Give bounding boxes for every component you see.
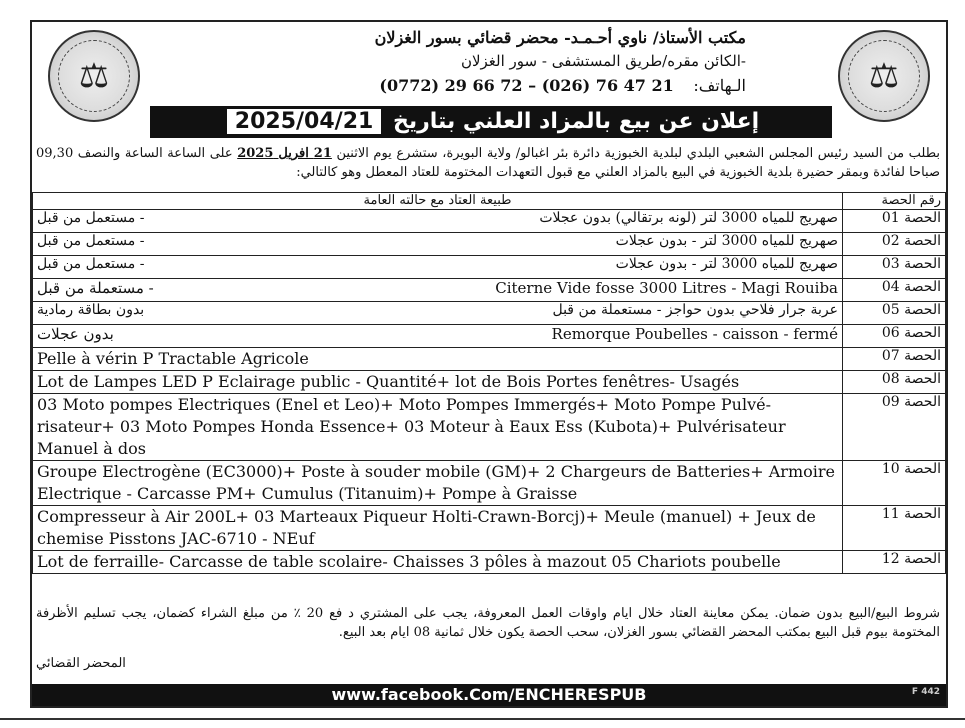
banner-title: إعلان عن بيع بالمزاد العلني بتاريخ bbox=[392, 109, 760, 134]
lot-desc: صهريج للمياه 3000 لتر (لونه برتقالي) بدون عجلات bbox=[539, 210, 838, 226]
lot-desc: Remorque Poubelles - caisson - fermé bbox=[551, 325, 838, 343]
lots-table bbox=[32, 192, 946, 574]
lot-desc: Compresseur à Air 200L+ 03 Marteaux Piqueur Holti-Crawn-Borcj)+ Meule (manuel) + Jeux de chemise Pisstons JAC-6710 - NEuf bbox=[33, 506, 843, 551]
page-bottom-rule bbox=[0, 718, 965, 728]
lot-number: الحصة 09 bbox=[843, 394, 946, 461]
lot-number: الحصة 11 bbox=[843, 506, 946, 551]
announcement-frame bbox=[30, 20, 948, 708]
lot-status: - مستعمل من قبل bbox=[37, 210, 145, 226]
lot-number: الحصة 12 bbox=[843, 551, 946, 574]
lot-desc: Lot de ferraille- Carcasse de table scolaire- Chaisses 3 pôles à mazout 05 Chariots poubelle bbox=[33, 551, 843, 574]
court-seal-left bbox=[48, 30, 140, 122]
lot-desc: صهريج للمياه 3000 لتر - بدون عجلات bbox=[615, 233, 838, 249]
court-seal-right bbox=[838, 30, 930, 122]
lot-desc: Citerne Vide fosse 3000 Litres - Magi Rouiba bbox=[495, 279, 838, 297]
phone-label: الـهاتف: bbox=[693, 76, 746, 95]
scales-of-justice-icon: ⚖ bbox=[868, 56, 900, 96]
col-desc-header: طبيعة العتاد مع حالته العامة bbox=[33, 193, 843, 210]
table-header-row bbox=[33, 193, 946, 210]
table-row bbox=[33, 233, 946, 256]
intro-text-1: بطلب من السيد رئيس المجلس الشعبي البلدي لبلدية الخبوزية دائرة بئر اغبالو/ ولاية البويرة، ستشرع يوم الاثنين bbox=[336, 146, 940, 161]
lot-desc: صهريج للمياه 3000 لتر - بدون عجلات bbox=[615, 256, 838, 272]
lot-status: - مستعمل من قبل bbox=[37, 256, 145, 272]
office-phones bbox=[212, 76, 746, 95]
scales-of-justice-icon: ⚖ bbox=[78, 56, 110, 96]
lot-status: - مستعمل من قبل bbox=[37, 233, 145, 249]
lot-desc: 03 Moto pompes Electriques (Enel et Leo)+ Moto Pompes Immergés+ Moto Pompe Pulvé-risateur+ 03 Moto Pompes Honda Essence+ 03 Moteur à Eaux Ess (Kubota)+ Pulvérisateur Manuel à dos bbox=[33, 394, 843, 461]
table-row bbox=[33, 279, 946, 302]
table-row bbox=[33, 371, 946, 394]
lot-desc: Pelle à vérin P Tractable Agricole bbox=[33, 348, 843, 371]
table-row bbox=[33, 506, 946, 551]
table-row bbox=[33, 348, 946, 371]
sale-terms: شروط البيع/البيع بدون ضمان. يمكن معاينة العتاد خلال ايام واوقات العمل المعروفة، يجب على المشتري د فع 20 ٪ من مبلغ الشراء كضمان، يجب تسليم الأظرفة المختومة بيوم قبل البيع بمكتب المحضر القضائي بسور الغزلان، سحب الحصة يكون خلال ثمانية 08 ايام بعد البيع. bbox=[36, 606, 940, 640]
lot-number: الحصة 02 bbox=[843, 233, 946, 256]
auction-banner bbox=[150, 106, 832, 138]
lot-number: الحصة 08 bbox=[843, 371, 946, 394]
intro-text-2: على الساعة الساعة والنصف 09,30 صباحا لفائدة وبمقر حضيرة بلدية الخبوزية في البيع بالمزاد العلني مع قبول التعهدات المختومة للعتاد المعطل وهو كالتالي: bbox=[36, 146, 940, 180]
table-row bbox=[33, 302, 946, 325]
lot-number: الحصة 01 bbox=[843, 210, 946, 233]
footer-bar bbox=[32, 684, 946, 706]
lot-number: الحصة 06 bbox=[843, 325, 946, 348]
intro-date: 21 افريل 2025 bbox=[237, 146, 332, 161]
phone-numbers: (0772) 29 66 72 – (026) 76 47 21 bbox=[379, 76, 674, 95]
footer-ref: F 442 bbox=[911, 687, 940, 697]
lot-desc: عربة جرار فلاحي بدون حواجز - مستعملة من قبل bbox=[552, 302, 838, 318]
table-row bbox=[33, 256, 946, 279]
banner-date: 2025/04/21 bbox=[227, 109, 382, 134]
lot-desc: Lot de Lampes LED P Eclairage public - Quantité+ lot de Bois Portes fenêtres- Usagés bbox=[33, 371, 843, 394]
lot-desc: Groupe Electrogène (EC3000)+ Poste à souder mobile (GM)+ 2 Chargeurs de Batteries+ Armoire Electrique - Carcasse PM+ Cumulus (Titanuim)+ Pompe à Graisse bbox=[33, 461, 843, 506]
lot-number: الحصة 03 bbox=[843, 256, 946, 279]
lot-number: الحصة 04 bbox=[843, 279, 946, 302]
lot-number: الحصة 10 bbox=[843, 461, 946, 506]
office-address: -الكائن مقره/طريق المستشفى - سور الغزلان bbox=[460, 52, 746, 70]
table-row bbox=[33, 394, 946, 461]
lot-status: - مستعملة من قبل bbox=[37, 279, 154, 297]
lot-number: الحصة 05 bbox=[843, 302, 946, 325]
bailiff-signature-label: المحضر القضائي bbox=[36, 656, 126, 671]
table-row bbox=[33, 325, 946, 348]
intro-paragraph bbox=[36, 144, 940, 182]
table-row bbox=[33, 551, 946, 574]
lot-status: بدون عجلات bbox=[37, 325, 114, 343]
col-lot-header: رقم الحصة bbox=[843, 193, 946, 210]
lot-number: الحصة 07 bbox=[843, 348, 946, 371]
lot-status: بدون بطاقة رمادية bbox=[37, 302, 145, 318]
footer-url: www.facebook.Com/ENCHERESPUB bbox=[331, 685, 647, 704]
office-name: مكتب الأستاذ/ ناوي أحـمـد- محضر قضائي بسور الغزلان bbox=[374, 28, 746, 47]
table-row bbox=[33, 461, 946, 506]
table-row bbox=[33, 210, 946, 233]
